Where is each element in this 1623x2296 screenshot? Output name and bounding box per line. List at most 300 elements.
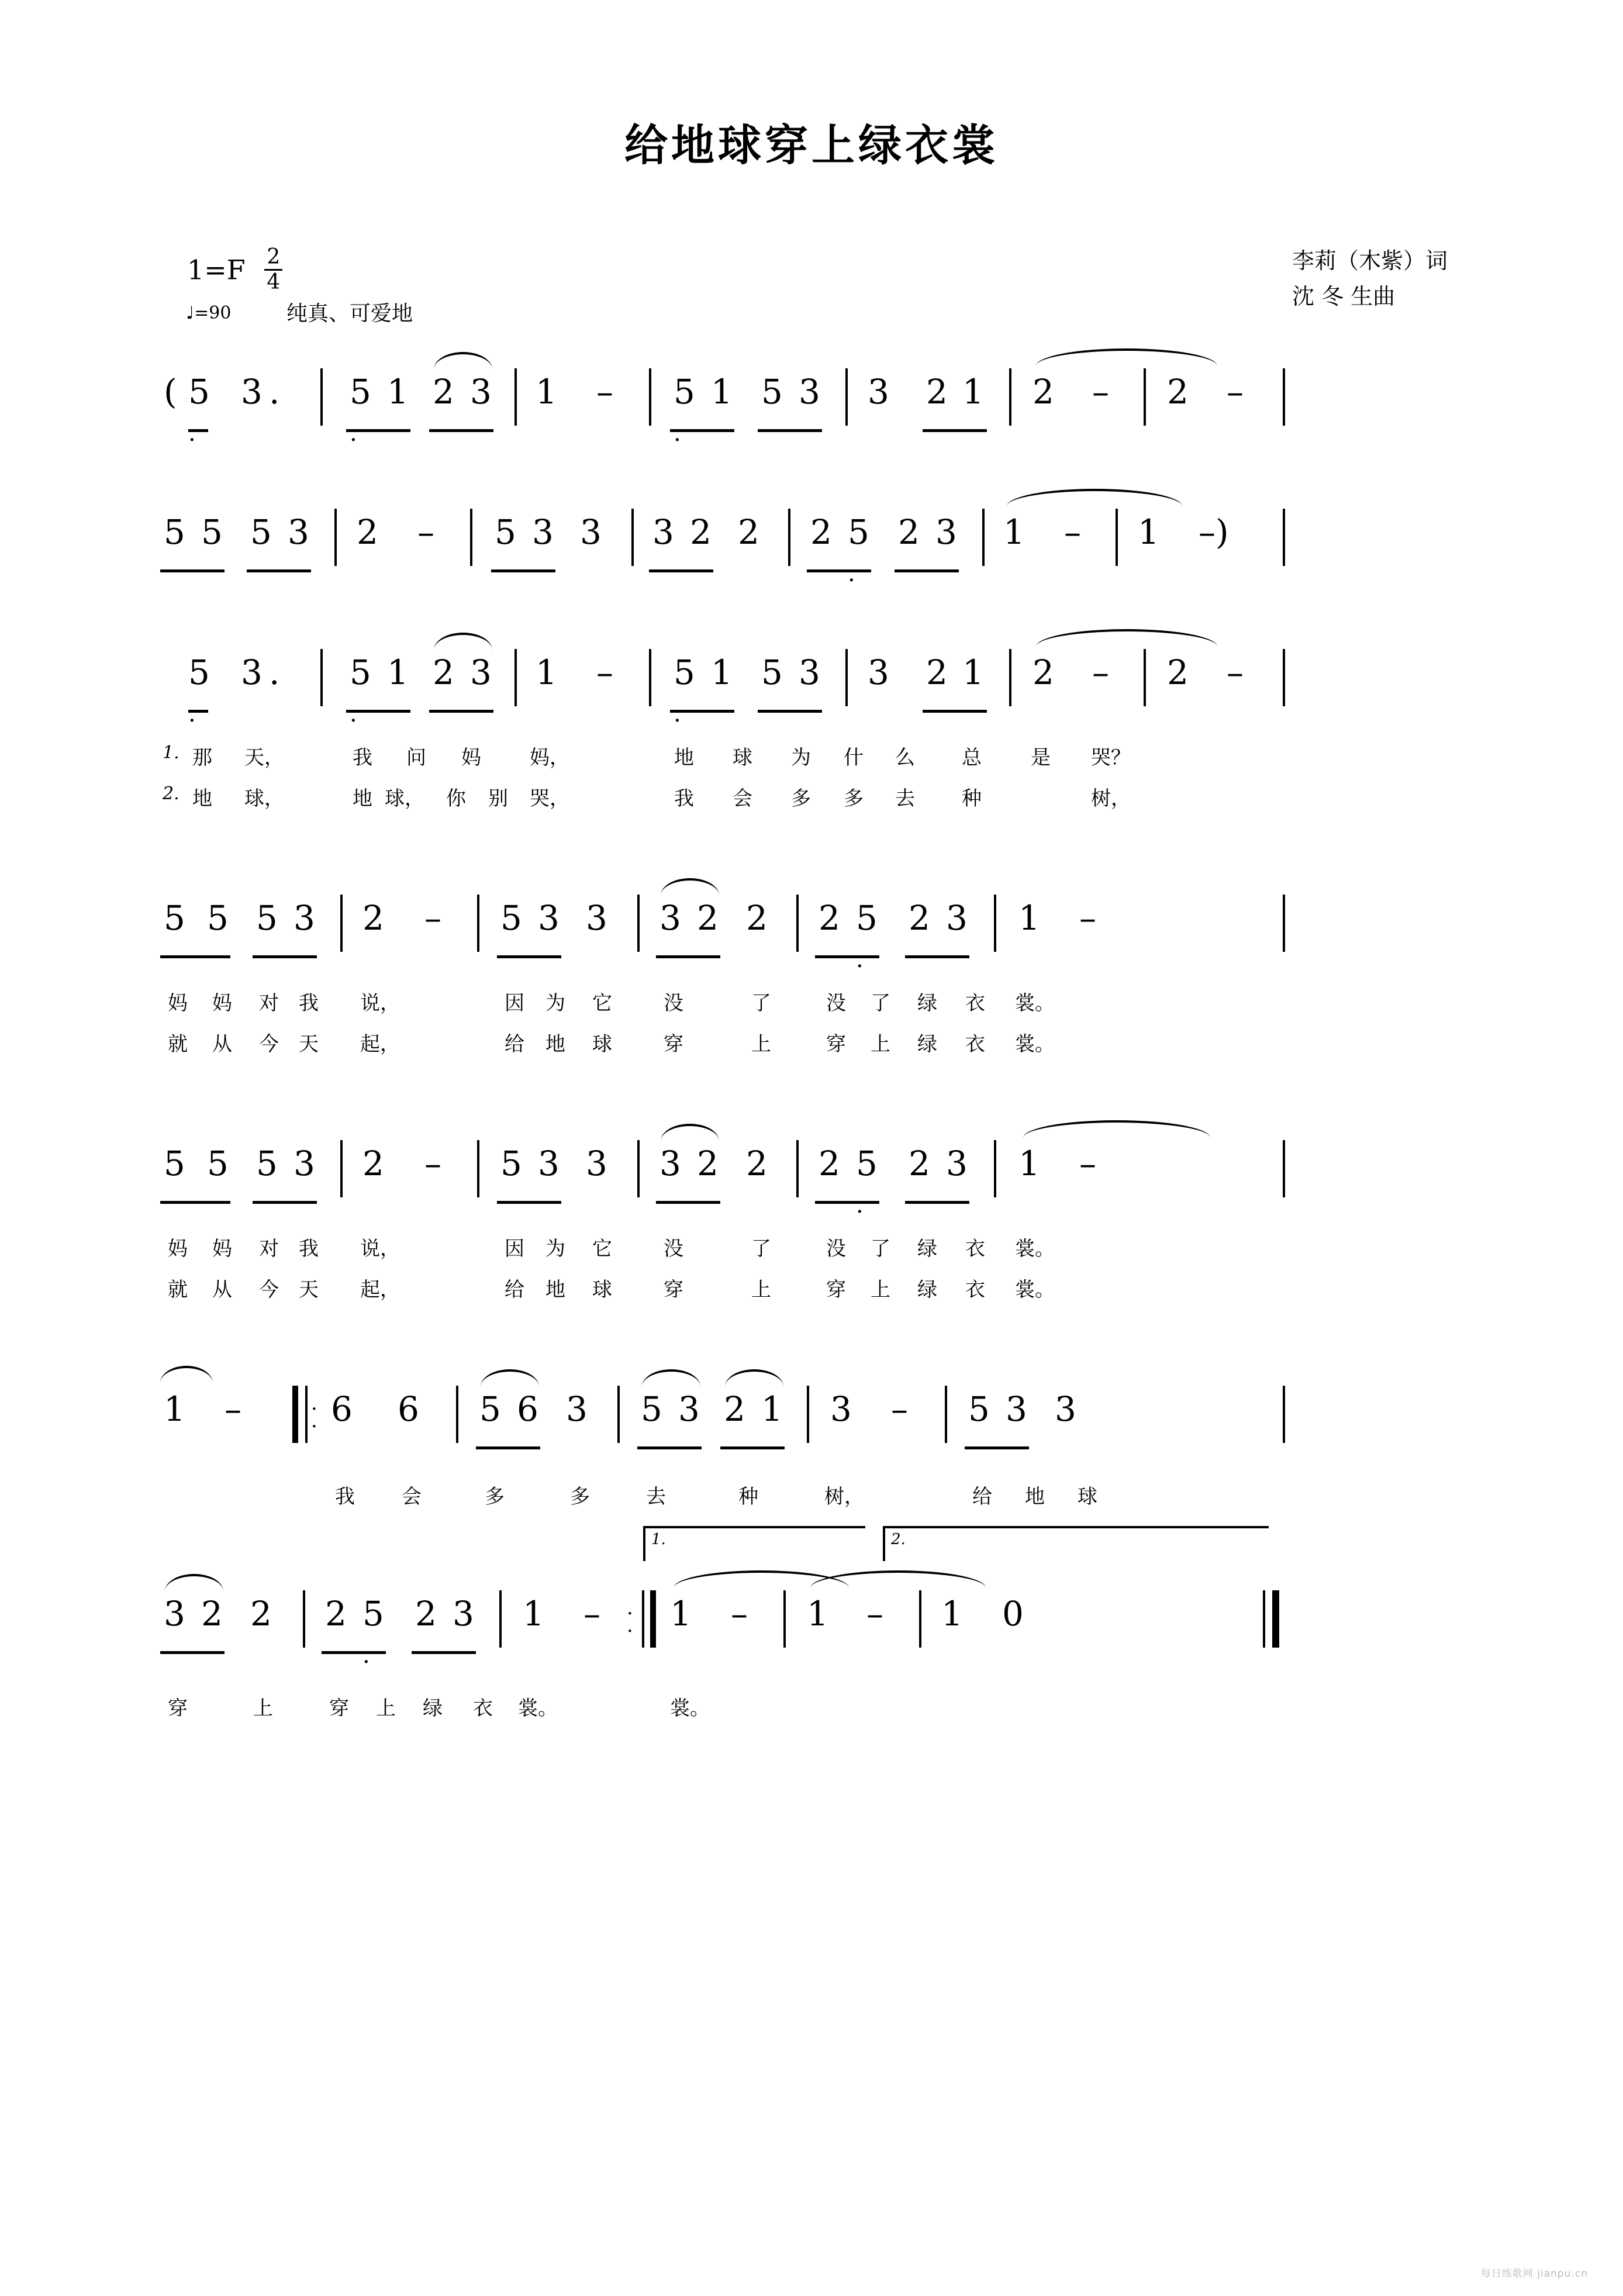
barline [637, 1140, 640, 1197]
note: 5 [495, 512, 516, 552]
lyric-syllable: 了 [871, 1237, 890, 1261]
note: – [424, 898, 441, 938]
note: – [1092, 652, 1109, 692]
staff-system-3 [0, 652, 1623, 898]
note: – [596, 652, 613, 692]
barline [919, 1590, 921, 1648]
note: –) [1199, 512, 1229, 552]
note: 1 [387, 372, 409, 412]
note: 2 [746, 1144, 768, 1183]
note: 2 [201, 1594, 223, 1634]
lyric-syllable: 么 [895, 746, 915, 769]
ending-2-number: 2. [891, 1531, 906, 1548]
lyric-syllable: 上 [751, 1278, 771, 1301]
lyric-syllable: 哭？ [1091, 746, 1131, 769]
note: 1 [1018, 1144, 1040, 1183]
barline [617, 1386, 620, 1443]
barline [982, 509, 985, 566]
lyric-syllable: 上 [376, 1697, 396, 1720]
note: 2 [1167, 652, 1189, 692]
barline [994, 895, 996, 952]
lyric-syllable: 多 [485, 1485, 505, 1508]
composer-credit: 沈 冬 生曲 [1292, 283, 1396, 309]
barline [320, 368, 323, 426]
repeat-start-barline-thin [305, 1386, 308, 1443]
note: 2 [810, 512, 832, 552]
verse-number: 1. [163, 743, 179, 763]
lyric-syllable: 问 [406, 746, 426, 769]
lyric-syllable: 妈 [212, 992, 232, 1015]
repeat-start-barline [292, 1386, 298, 1443]
note: 2 [898, 512, 920, 552]
lyric-syllable: 地 [353, 787, 372, 810]
lyric-syllable: 妈 [212, 1237, 232, 1261]
note: 3 [288, 512, 309, 552]
lyricist-credit: 李莉（木紫）词 [1292, 248, 1448, 274]
note: 2 [357, 512, 378, 552]
lyric-syllable: 天 [299, 1033, 319, 1056]
note: 3 [241, 652, 263, 692]
note: 5 [856, 1144, 878, 1183]
lyric-syllable: 种 [962, 787, 982, 810]
barline [807, 1386, 809, 1443]
lyric-syllable: 我 [674, 787, 694, 810]
lyric-syllable: 天， [244, 746, 284, 769]
note: 3 [470, 652, 492, 692]
lyric-syllable: 没 [664, 992, 683, 1015]
barline [1283, 1140, 1285, 1197]
tempo-marking: ♩=90 [186, 303, 232, 323]
note: 5 [207, 1144, 229, 1183]
lyric-syllable: 树， [824, 1485, 864, 1508]
lyric-syllable: 了 [751, 1237, 771, 1261]
lyric-syllable: 种 [738, 1485, 758, 1508]
lyric-syllable: 我 [353, 746, 372, 769]
barline [340, 895, 343, 952]
note: – [424, 1144, 441, 1183]
note: 2 [926, 372, 948, 412]
note: 5 [164, 898, 185, 938]
note: 3 [946, 898, 968, 938]
lyric-syllable: 了 [871, 992, 890, 1015]
lyric-syllable: 绿 [917, 992, 937, 1015]
barline [649, 649, 651, 706]
barline [796, 1140, 799, 1197]
notes-row-3 [164, 652, 1483, 728]
note: 3 [538, 898, 560, 938]
note: 5 [188, 652, 210, 692]
lyric-syllable: 衣 [965, 1033, 985, 1056]
lyric-syllable: 妈， [530, 746, 569, 769]
note: 5 [500, 898, 522, 938]
note: 6 [398, 1389, 419, 1429]
note: . [362, 1642, 370, 1669]
lyric-syllable: 穿 [168, 1697, 188, 1720]
lyric-syllable: 它 [592, 992, 612, 1015]
lyric-syllable: 天 [299, 1278, 319, 1301]
barline [1283, 368, 1285, 426]
lyric-syllable: 地 [192, 787, 212, 810]
barline [477, 895, 479, 952]
note: 3 [453, 1594, 474, 1634]
note: 3 [580, 512, 602, 552]
note: 1 [962, 372, 984, 412]
repeat-dot: · [627, 1620, 633, 1643]
note: – [866, 1594, 883, 1634]
barline [1116, 509, 1118, 566]
note: 3 [293, 1144, 315, 1183]
note: 2 [909, 1144, 930, 1183]
staff-system-1 [0, 372, 1623, 512]
lyric-syllable: 说， [360, 992, 400, 1015]
note: 3 [293, 898, 315, 938]
lyric-syllable: 因 [505, 992, 524, 1015]
note: . [350, 420, 357, 447]
lyric-syllable: 了 [751, 992, 771, 1015]
note: 1 [1138, 512, 1159, 552]
note: . [674, 420, 681, 447]
note: 3 [566, 1389, 588, 1429]
note: – [1092, 372, 1109, 412]
note: 0 [1002, 1594, 1024, 1634]
staff-system-2 [0, 512, 1623, 652]
lyric-syllable: 穿 [826, 1278, 846, 1301]
notes-row-5 [164, 1144, 1483, 1220]
lyric-syllable: 给 [505, 1278, 524, 1301]
lyric-syllable: 就 [168, 1033, 188, 1056]
staff-system-4 [0, 898, 1623, 1144]
note: 3 [799, 372, 820, 412]
ending-1-number: 1. [651, 1531, 666, 1548]
note: 2 [819, 1144, 840, 1183]
note: 3 [830, 1389, 852, 1429]
barline [320, 649, 323, 706]
note: 3 [799, 652, 820, 692]
lyric-syllable: 会 [402, 1485, 422, 1508]
note: 5 [188, 372, 210, 412]
lyric-syllable: 是 [1031, 746, 1051, 769]
note: 5 [250, 512, 272, 552]
lyric-syllable: 裳。 [1015, 1237, 1055, 1261]
lyric-syllable: 裳。 [1015, 1033, 1055, 1056]
note: 1 [807, 1594, 828, 1634]
note: 2 [746, 898, 768, 938]
notes-row-2 [164, 512, 1483, 588]
note: 2 [724, 1389, 745, 1429]
note: 2 [819, 898, 840, 938]
note: 2 [433, 372, 454, 412]
note: 1 [523, 1594, 544, 1634]
note: 5 [350, 652, 371, 692]
lyric-syllable: 起， [360, 1278, 400, 1301]
note: 2 [697, 898, 719, 938]
note: – [596, 372, 613, 412]
barline [631, 509, 634, 566]
barline [514, 649, 517, 706]
ending-2-bracket-tick [883, 1526, 885, 1561]
note: 1 [164, 1389, 185, 1429]
note: – [1227, 652, 1244, 692]
note: . [848, 560, 855, 587]
note: 2 [690, 512, 712, 552]
barline [1144, 368, 1146, 426]
lyric-syllable: 裳。 [1015, 992, 1055, 1015]
final-barline-thick [1272, 1590, 1279, 1648]
lyric-syllable: 去 [895, 787, 915, 810]
lyric-syllable: 球， [385, 787, 424, 810]
lyric-syllable: 妈 [168, 992, 188, 1015]
barline [788, 509, 790, 566]
note: 2 [362, 898, 384, 938]
note: 5 [256, 1144, 278, 1183]
note: 3 [659, 1144, 681, 1183]
note: 5 [761, 372, 783, 412]
lyric-syllable: 绿 [423, 1697, 443, 1720]
note: ( [164, 372, 177, 412]
barline [499, 1590, 502, 1648]
time-signature [264, 247, 282, 293]
lyric-syllable: 球 [1078, 1485, 1097, 1508]
barline [303, 1590, 305, 1648]
lyric-line-verse-2 [164, 782, 1483, 812]
note: 5 [968, 1389, 990, 1429]
score-header [0, 237, 1623, 372]
lyric-syllable: 给 [505, 1033, 524, 1056]
note: 3 [659, 898, 681, 938]
note: 1 [962, 652, 984, 692]
note: – [1227, 372, 1244, 412]
repeat-dot: · [311, 1415, 317, 1438]
note: 3 [868, 372, 889, 412]
note: 5 [207, 898, 229, 938]
lyric-line-verse-1 [164, 987, 1483, 1016]
lyric-syllable: 裳。 [1015, 1278, 1055, 1301]
note: 3 [241, 372, 263, 412]
lyric-syllable: 衣 [965, 992, 985, 1015]
note: 6 [517, 1389, 538, 1429]
lyric-syllable: 没 [664, 1237, 683, 1261]
note: 3 [586, 898, 607, 938]
note: . [188, 700, 196, 727]
notes-row-4 [164, 898, 1483, 974]
time-signature-numerator: 2 [264, 247, 282, 271]
ending-1-bracket-tick [643, 1526, 645, 1561]
barline [334, 509, 337, 566]
lyric-syllable: 去 [646, 1485, 666, 1508]
note: . [269, 652, 280, 692]
note: 2 [926, 652, 948, 692]
lyric-syllable: 地 [1025, 1485, 1045, 1508]
lyric-syllable: 绿 [917, 1278, 937, 1301]
lyric-syllable: 妈 [461, 746, 481, 769]
lyric-syllable: 上 [871, 1033, 890, 1056]
mood-marking: 纯真、可爱地 [286, 302, 413, 326]
lyric-syllable: 什 [844, 746, 864, 769]
barline [1144, 649, 1146, 706]
note: – [225, 1389, 241, 1429]
barline [783, 1590, 786, 1648]
repeat-dot: · [627, 1602, 633, 1625]
note: 2 [415, 1594, 437, 1634]
note: – [891, 1389, 908, 1429]
staff-system-6 [0, 1389, 1623, 1594]
lyric-syllable: 没 [826, 992, 846, 1015]
lyric-syllable: 地 [545, 1033, 565, 1056]
lyric-syllable: 起， [360, 1033, 400, 1056]
lyric-syllable: 别 [488, 787, 508, 810]
barline [477, 1140, 479, 1197]
barline [1009, 368, 1011, 426]
note: 3 [1006, 1389, 1027, 1429]
lyric-syllable: 衣 [965, 1237, 985, 1261]
lyric-syllable: 对 [259, 992, 279, 1015]
note: . [674, 700, 681, 727]
barline [796, 895, 799, 952]
lyric-syllable: 我 [299, 1237, 319, 1261]
barline [470, 509, 472, 566]
lyric-syllable: 地 [674, 746, 694, 769]
lyric-syllable: 绿 [917, 1033, 937, 1056]
barline [1283, 649, 1285, 706]
lyric-line-verse-2 [164, 1028, 1483, 1057]
lyric-syllable: 总 [962, 746, 982, 769]
note: 5 [641, 1389, 662, 1429]
note: 5 [848, 512, 869, 552]
note: 5 [164, 512, 185, 552]
lyric-syllable: 妈 [168, 1237, 188, 1261]
note: 5 [674, 652, 695, 692]
staff-system-5 [0, 1144, 1623, 1389]
lyric-syllable: 从 [212, 1033, 232, 1056]
note: 1 [711, 652, 733, 692]
lyric-syllable: 树， [1091, 787, 1131, 810]
note: 1 [1018, 898, 1040, 938]
note: 2 [1032, 652, 1054, 692]
note: 1 [536, 652, 557, 692]
credits [1292, 243, 1448, 315]
note: 1 [387, 652, 409, 692]
note: 3 [532, 512, 554, 552]
ending-1-bracket [643, 1526, 865, 1528]
lyric-syllable: 上 [253, 1697, 273, 1720]
lyric-line-verse-1 [164, 741, 1483, 771]
note: 1 [761, 1389, 783, 1429]
note: – [731, 1594, 748, 1634]
note: 3 [678, 1389, 700, 1429]
lyric-syllable: 多 [570, 1485, 590, 1508]
lyric-syllable: 裳。 [518, 1697, 558, 1720]
note: 2 [738, 512, 759, 552]
note: 1 [670, 1594, 692, 1634]
note: 3 [946, 1144, 968, 1183]
lyric-syllable: 为 [545, 992, 565, 1015]
note: . [269, 372, 280, 412]
note: 5 [164, 1144, 185, 1183]
note: 1 [1003, 512, 1025, 552]
note: 1 [711, 372, 733, 412]
key-signature-block [187, 245, 282, 295]
lyric-syllable: 说， [360, 1237, 400, 1261]
lyric-syllable: 穿 [826, 1033, 846, 1056]
note: 5 [479, 1389, 501, 1429]
lyric-line-verse-2 [164, 1273, 1483, 1303]
note: 1 [536, 372, 557, 412]
note: 2 [697, 1144, 719, 1183]
lyric-syllable: 地 [545, 1278, 565, 1301]
barline [845, 368, 848, 426]
note: 3 [868, 652, 889, 692]
note: – [583, 1594, 600, 1634]
lyric-syllable: 给 [972, 1485, 992, 1508]
lyric-syllable: 多 [844, 787, 864, 810]
lyric-syllable: 会 [733, 787, 752, 810]
lyric-syllable: 衣 [965, 1278, 985, 1301]
lyric-syllable: 穿 [329, 1697, 349, 1720]
lyric-syllable: 上 [871, 1278, 890, 1301]
repeat-dot: · [311, 1397, 317, 1421]
note: . [856, 1192, 864, 1218]
barline [637, 895, 640, 952]
note: 5 [500, 1144, 522, 1183]
note: 1 [941, 1594, 963, 1634]
note: – [417, 512, 434, 552]
staff-system-7 [0, 1531, 1623, 1798]
note: 2 [433, 652, 454, 692]
note: – [1079, 898, 1096, 938]
lyric-syllable: 穿 [664, 1278, 683, 1301]
note: 5 [856, 898, 878, 938]
note: 5 [674, 372, 695, 412]
note: 2 [1032, 372, 1054, 412]
barline [649, 368, 651, 426]
lyric-syllable: 我 [299, 992, 319, 1015]
lyric-syllable: 它 [592, 1237, 612, 1261]
time-signature-denominator: 4 [267, 270, 281, 294]
barline [994, 1140, 996, 1197]
key-signature: 1=F [187, 254, 246, 286]
barline [845, 649, 848, 706]
notes-row-6 [164, 1389, 1483, 1465]
note: . [350, 700, 357, 727]
barline [340, 1140, 343, 1197]
note: – [1064, 512, 1081, 552]
note: 3 [586, 1144, 607, 1183]
lyric-syllable: 球 [592, 1278, 612, 1301]
final-barline-thin [1263, 1590, 1265, 1648]
lyric-syllable: 对 [259, 1237, 279, 1261]
lyric-syllable: 为 [545, 1237, 565, 1261]
page-title: 给地球穿上绿衣裳 [624, 120, 999, 171]
barline [1283, 1386, 1285, 1443]
lyric-syllable: 衣 [473, 1697, 493, 1720]
note: 2 [909, 898, 930, 938]
lyric-syllable: 今 [259, 1033, 279, 1056]
note: 5 [761, 652, 783, 692]
lyric-syllable: 你 [446, 787, 466, 810]
note: 2 [250, 1594, 272, 1634]
note: 5 [256, 898, 278, 938]
watermark: 每日练歌网 jianpu.cn [1480, 2268, 1588, 2280]
note: 3 [652, 512, 674, 552]
lyric-syllable: 绿 [917, 1237, 937, 1261]
lyric-syllable: 没 [826, 1237, 846, 1261]
note: 5 [362, 1594, 384, 1634]
lyric-syllable: 裳。 [670, 1697, 710, 1720]
barline [945, 1386, 947, 1443]
notes-row-7 [164, 1531, 1483, 1682]
lyric-syllable: 上 [751, 1033, 771, 1056]
ending-2-bracket [883, 1526, 1269, 1528]
